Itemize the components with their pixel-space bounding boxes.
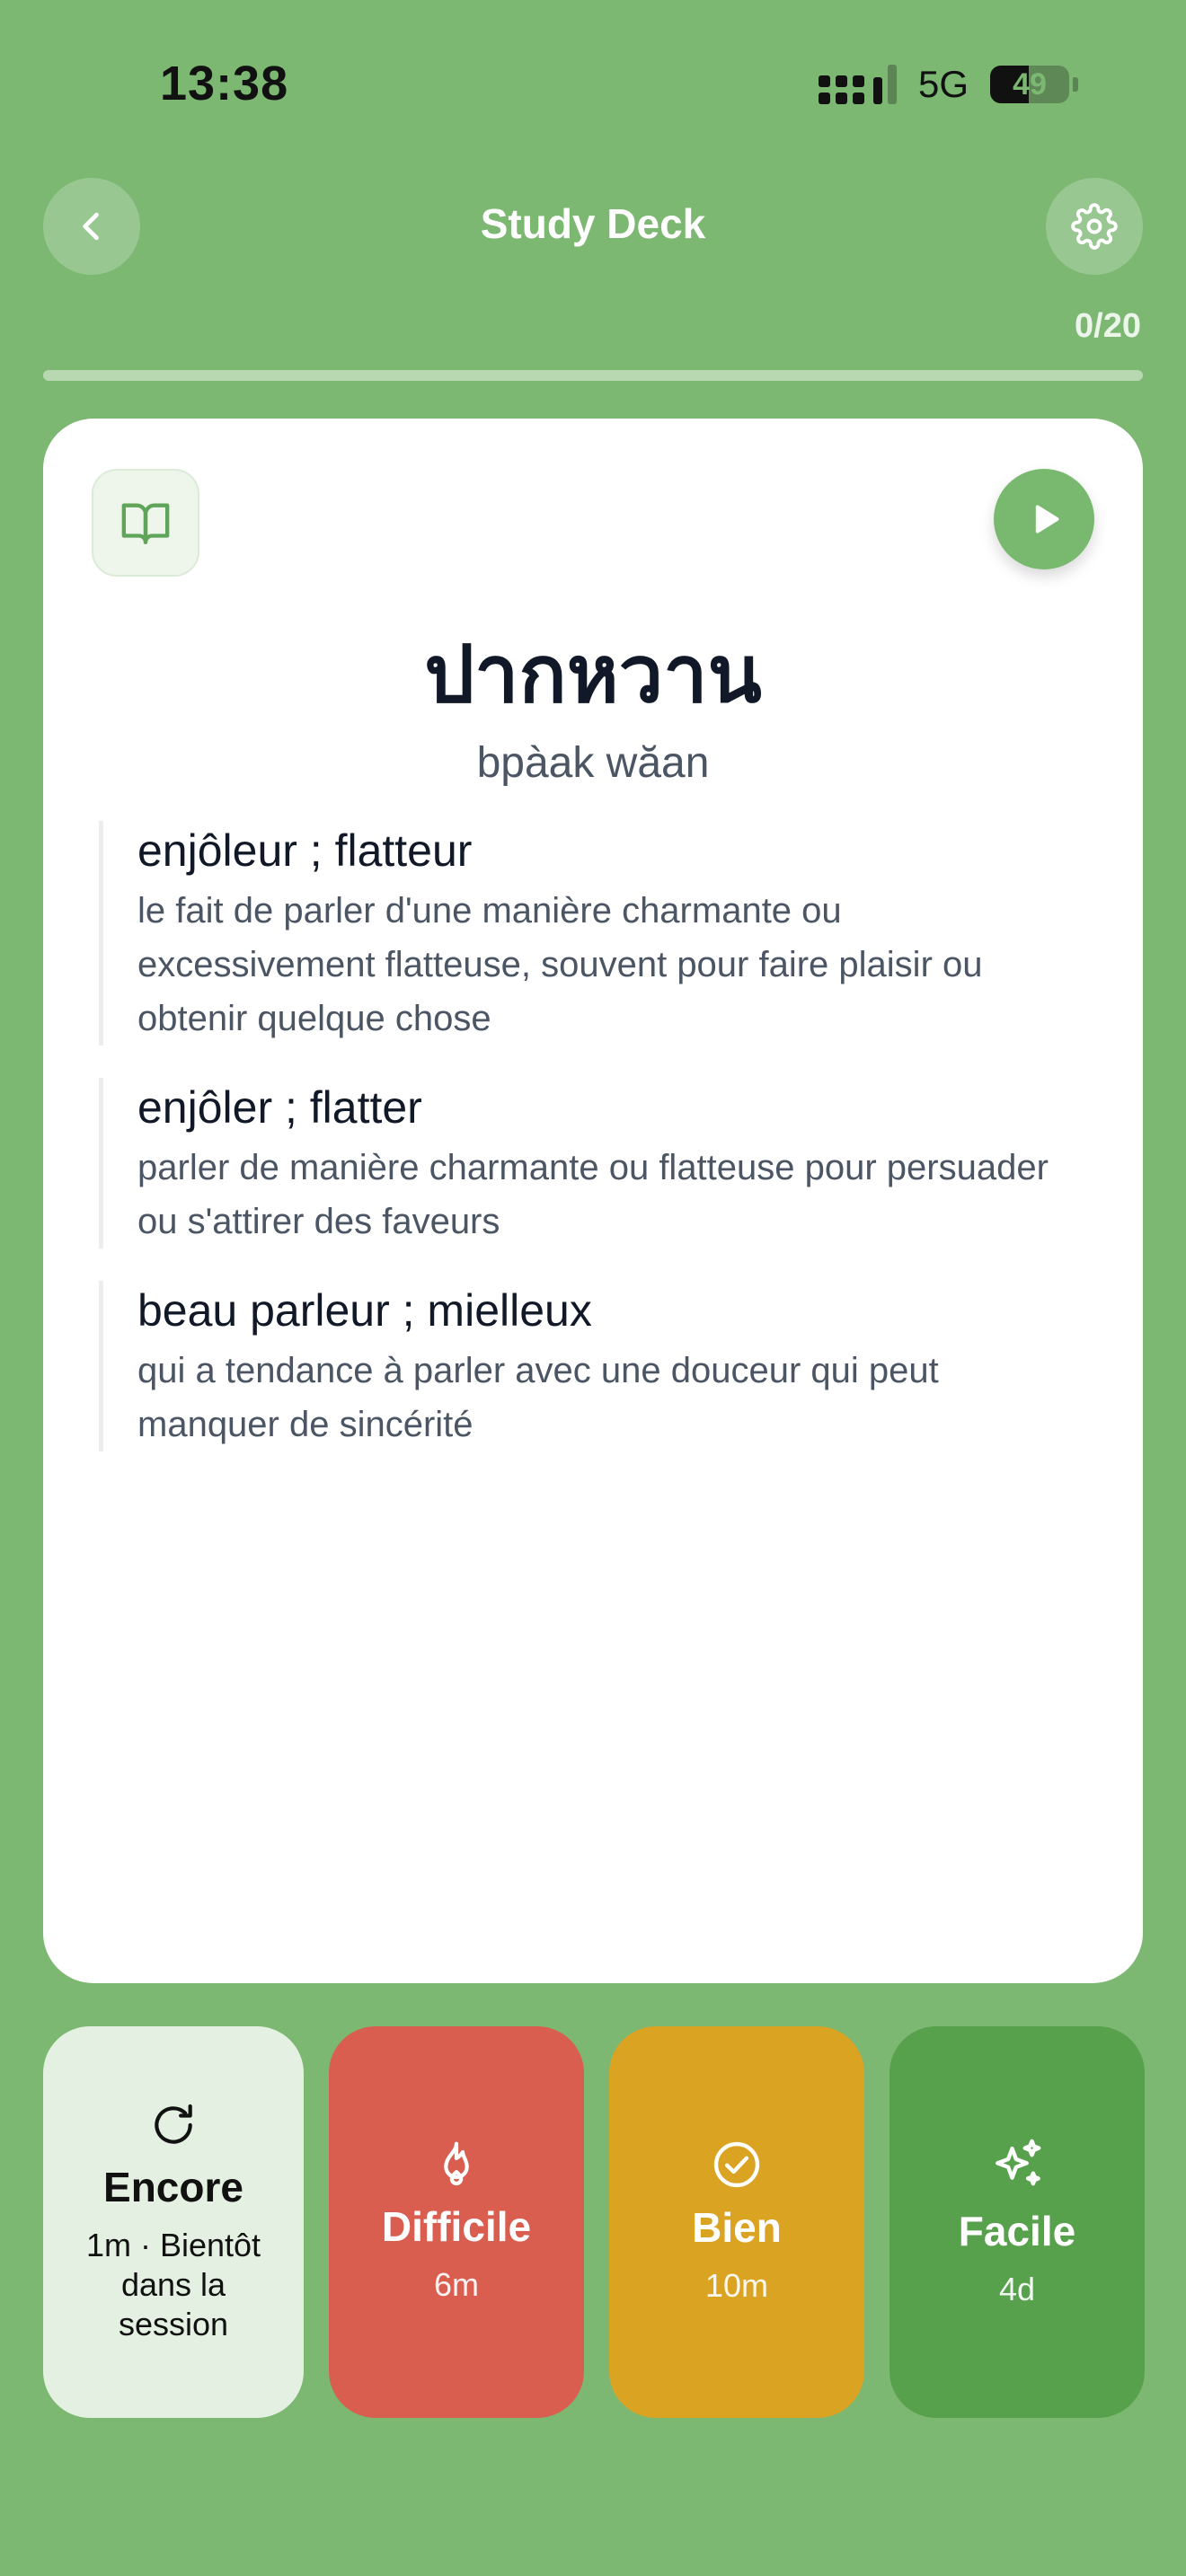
play-icon — [1024, 499, 1064, 539]
flashcard — [43, 419, 1143, 1983]
definition-text: qui a tendance à parler avec une douceur qui peut manquer de sincérité — [137, 1351, 939, 1444]
status-indicators — [819, 63, 1078, 106]
easy-label: Facile — [958, 2208, 1076, 2254]
definition-item — [99, 1281, 1089, 1451]
page-title: Study Deck — [480, 200, 706, 247]
card-romanization: bpàak wăan — [476, 739, 710, 787]
again-button[interactable] — [43, 2026, 304, 2418]
definition-item — [99, 1078, 1089, 1248]
card-word: ปากหวาน — [424, 628, 762, 720]
progress-count: 0/20 — [1075, 307, 1141, 345]
sparkles-icon — [987, 2135, 1047, 2194]
good-interval: 10m — [704, 2267, 769, 2304]
hard-label: Difficile — [381, 2203, 532, 2250]
network-type: 5G — [917, 63, 969, 105]
book-open-icon — [119, 497, 172, 549]
definition-title: beau parleur ; mielleux — [137, 1285, 592, 1336]
definition-title: enjôler ; flatter — [137, 1082, 422, 1133]
hard-button[interactable] — [329, 2026, 584, 2418]
cellular-signal-icon — [819, 65, 897, 104]
good-label: Bien — [692, 2204, 782, 2251]
battery-icon — [990, 66, 1069, 103]
details-button[interactable] — [92, 469, 199, 577]
hard-interval: 6m — [433, 2266, 479, 2303]
definition-text: parler de manière charmante ou flatteuse pour persuader ou s'attirer des faveurs — [137, 1148, 1049, 1241]
status-time: 13:38 — [160, 57, 289, 110]
flame-icon — [431, 2139, 482, 2190]
good-button[interactable] — [609, 2026, 864, 2418]
easy-interval: 4d — [998, 2271, 1036, 2307]
again-label: Encore — [103, 2164, 243, 2210]
battery-level: 49 — [1013, 66, 1047, 101]
easy-button[interactable] — [890, 2026, 1145, 2418]
again-interval: 1m · Bientôt dans la session — [85, 2227, 261, 2342]
answer-buttons — [43, 2026, 1145, 2418]
play-audio-button[interactable] — [994, 469, 1094, 569]
gear-icon — [1071, 203, 1118, 250]
progress-bar — [43, 370, 1143, 381]
definition-title: enjôleur ; flatteur — [137, 825, 473, 876]
definition-text: le fait de parler d'une manière charmante ou excessivement flatteuse, souvent pour faire plaisir ou obtenir quelque chose — [137, 891, 983, 1038]
check-circle-icon — [711, 2139, 763, 2191]
definition-list — [99, 821, 1089, 1484]
refresh-icon — [148, 2100, 199, 2150]
definition-item — [99, 821, 1089, 1045]
settings-button[interactable] — [1046, 178, 1143, 275]
